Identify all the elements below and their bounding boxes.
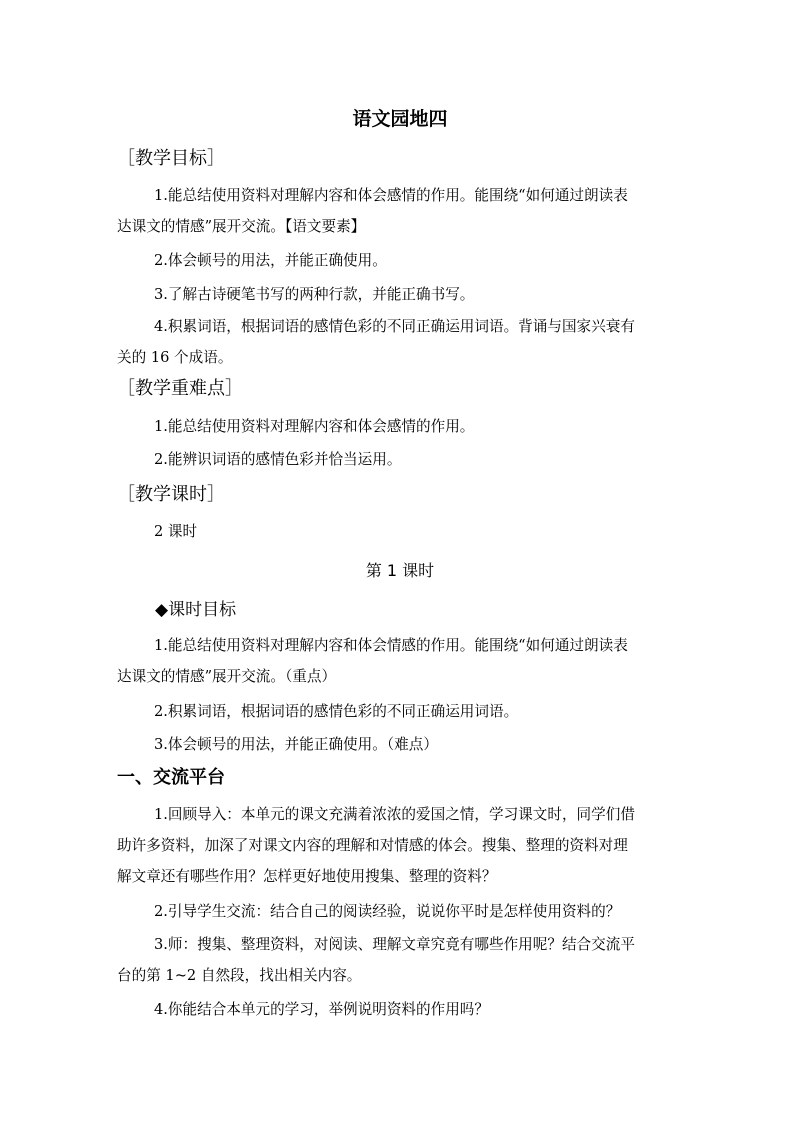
lesson-goal-item xyxy=(117,729,687,760)
text-line: 1.能总结使用资料对理解内容和体会感情的作用。 xyxy=(154,418,475,435)
objectives-heading: ［教学目标］ xyxy=(117,148,225,169)
key-point-item xyxy=(117,411,687,442)
hours-heading: ［教学课时］ xyxy=(117,484,225,505)
exchange-item xyxy=(117,929,687,991)
text-line: 3.师：搜集、整理资料，对阅读、理解文章究竟有哪些作用呢？结合交流平 xyxy=(154,936,635,953)
objective-item xyxy=(117,180,687,242)
text-line: 关的 16 个成语。 xyxy=(117,349,233,366)
exchange-heading: 一、交流平台 xyxy=(117,767,225,788)
text-line: 达课文的情感”展开交流。（重点） xyxy=(117,668,337,685)
text-line: 2.引导学生交流：结合自己的阅读经验，说说你平时是怎样使用资料的？ xyxy=(154,903,621,920)
text-line: 2.能辨识词语的感情色彩并恰当运用。 xyxy=(154,451,402,468)
text-line: 2.体会顿号的用法，并能正确使用。 xyxy=(154,252,387,269)
text-line: 1.能总结使用资料对理解内容和体会情感的作用。能围绕“如何通过朗读表 xyxy=(154,637,628,654)
lesson-heading: 第 1 课时 xyxy=(365,561,435,580)
lesson-goal-item xyxy=(117,630,687,692)
text-line: 助许多资料，加深了对课文内容的理解和对情感的体会。搜集、整理的资料对理 xyxy=(117,837,628,854)
text-line: 1.回顾导入：本单元的课文充满着浓浓的爱国之情，学习课文时，同学们借 xyxy=(154,806,635,823)
text-line: 2 课时 xyxy=(154,523,198,540)
text-line: 4.你能结合本单元的学习，举例说明资料的作用吗？ xyxy=(154,1001,489,1018)
text-line: 4.积累词语，根据词语的感情色彩的不同正确运用词语。背诵与国家兴衰有 xyxy=(154,318,635,335)
objective-item xyxy=(117,279,687,310)
key-point-item xyxy=(117,444,687,475)
text-line: 1.能总结使用资料对理解内容和体会感情的作用。能围绕“如何通过朗读表 xyxy=(154,187,628,204)
document-title: 语文园地四 xyxy=(352,108,448,130)
exchange-item xyxy=(117,799,687,892)
key-points-heading: ［教学重难点］ xyxy=(117,378,243,399)
exchange-item xyxy=(117,896,687,927)
lesson-goal-item xyxy=(117,696,687,727)
text-line: 2.积累词语，根据词语的感情色彩的不同正确运用词语。 xyxy=(154,703,519,720)
text-line: 3.了解古诗硬笔书写的两种行款，并能正确书写。 xyxy=(154,286,475,303)
text-line: 达课文的情感”展开交流。【语文要素】 xyxy=(117,218,366,235)
exchange-item xyxy=(117,994,687,1025)
lesson-goals-heading: ◆课时目标 xyxy=(155,600,237,620)
objective-item xyxy=(117,311,687,373)
hours-value xyxy=(117,516,687,547)
text-line: 台的第 1~2 自然段，找出相关内容。 xyxy=(117,967,362,984)
text-line: 解文章还有哪些作用？怎样更好地使用搜集、整理的资料？ xyxy=(117,868,497,885)
objective-item xyxy=(117,245,687,276)
text-line: 3.体会顿号的用法，并能正确使用。（难点） xyxy=(154,736,438,753)
